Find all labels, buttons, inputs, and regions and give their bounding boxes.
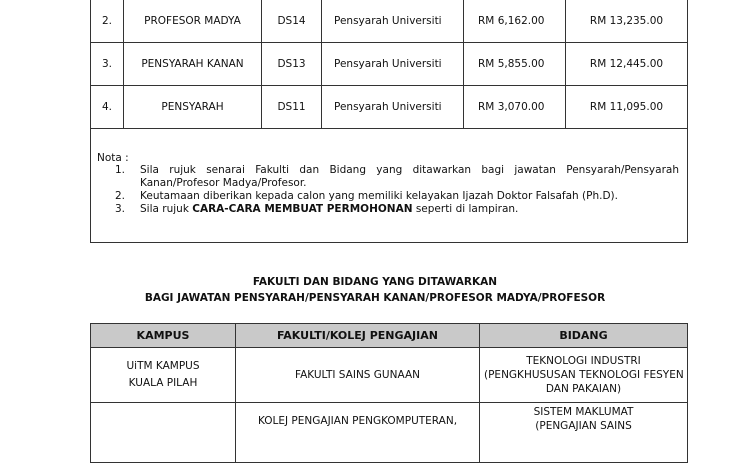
fakulti-line: KOLEJ PENGAJIAN PENGKOMPUTERAN,: [257, 415, 458, 427]
row-number: 4.: [91, 86, 124, 129]
section-heading: FAKULTI DAN BIDANG YANG DITAWARKAN: [252, 276, 498, 288]
kumpulan-cell: Pensyarah Universiti: [322, 0, 464, 43]
row-number: 3.: [91, 43, 124, 86]
fakulti-cell: FAKULTI SAINS GUNAAN: [236, 348, 480, 403]
kampus-cell: [91, 348, 236, 403]
nota-item-number: 1.: [115, 164, 126, 176]
gaji-min-cell: RM 3,070.00: [464, 86, 566, 129]
nota-item: [97, 203, 679, 216]
nota-item-text-pre: Sila rujuk: [140, 203, 193, 215]
jawatan-cell: PENSYARAH: [124, 86, 262, 129]
kumpulan-cell: Pensyarah Universiti: [322, 43, 464, 86]
gaji-min-cell: RM 5,855.00: [464, 43, 566, 86]
nota-box: [90, 128, 688, 243]
nota-item-bold-text: CARA-CARA MEMBUAT PERMOHONAN: [192, 203, 413, 215]
nota-item-text-post: seperti di lampiran.: [412, 203, 519, 215]
bidang-cell: [480, 348, 688, 403]
nota-item-text: Sila rujuk senarai Fakulti dan Bidang yang ditawarkan bagi jawatan Pensyarah/Pensyarah Kanan/Profesor Madya/Profesor.: [140, 164, 679, 189]
gaji-min-cell: RM 6,162.00: [464, 0, 566, 43]
nota-item-number: 2.: [115, 190, 126, 202]
nota-title: Nota :: [97, 152, 129, 164]
gred-cell: DS11: [262, 86, 322, 129]
table-row: [91, 43, 688, 86]
bidang-line: TEKNOLOGI INDUSTRI: [526, 355, 641, 367]
bidang-line: (PENGKHUSUSAN TEKNOLOGI FESYEN: [484, 369, 684, 381]
kampus-line: KUALA PILAH: [128, 377, 198, 389]
bidang-line: SISTEM MAKLUMAT: [533, 406, 634, 418]
bidang-cell: [480, 403, 688, 463]
jawatan-cell: PENSYARAH KANAN: [124, 43, 262, 86]
nota-item: [97, 190, 679, 203]
fakulti-cell: [236, 403, 480, 463]
bidang-line: (PENGAJIAN SAINS: [535, 420, 632, 432]
fakulti-header: FAKULTI/KOLEJ PENGAJIAN: [236, 324, 480, 348]
gred-cell: DS13: [262, 43, 322, 86]
kampus-line: UiTM KAMPUS: [126, 360, 200, 372]
nota-item-text: Keutamaan diberikan kepada calon yang memiliki kelayakan Ijazah Doktor Falsafah (Ph.D).: [140, 190, 618, 202]
bidang-line: DAN PAKAIAN): [545, 383, 622, 395]
nota-item-number: 3.: [115, 203, 126, 215]
table-header-row: [91, 324, 688, 348]
table-row: [91, 0, 688, 43]
section-subheading: BAGI JAWATAN PENSYARAH/PENSYARAH KANAN/PROFESOR MADYA/PROFESOR: [144, 292, 606, 304]
salary-table: [90, 0, 688, 129]
table-row: [91, 348, 688, 403]
jawatan-cell: PROFESOR MADYA: [124, 0, 262, 43]
bidang-header: BIDANG: [480, 324, 688, 348]
kumpulan-cell: Pensyarah Universiti: [322, 86, 464, 129]
gaji-max-cell: RM 11,095.00: [566, 86, 688, 129]
kampus-header: KAMPUS: [91, 324, 236, 348]
row-number: 2.: [91, 0, 124, 43]
nota-list: [97, 164, 679, 216]
gaji-max-cell: RM 12,445.00: [566, 43, 688, 86]
nota-item: [97, 164, 679, 190]
kampus-cell: [91, 403, 236, 463]
table-row: [91, 403, 688, 463]
table-row: [91, 86, 688, 129]
gred-cell: DS14: [262, 0, 322, 43]
faculty-table: [90, 323, 688, 463]
gaji-max-cell: RM 13,235.00: [566, 0, 688, 43]
